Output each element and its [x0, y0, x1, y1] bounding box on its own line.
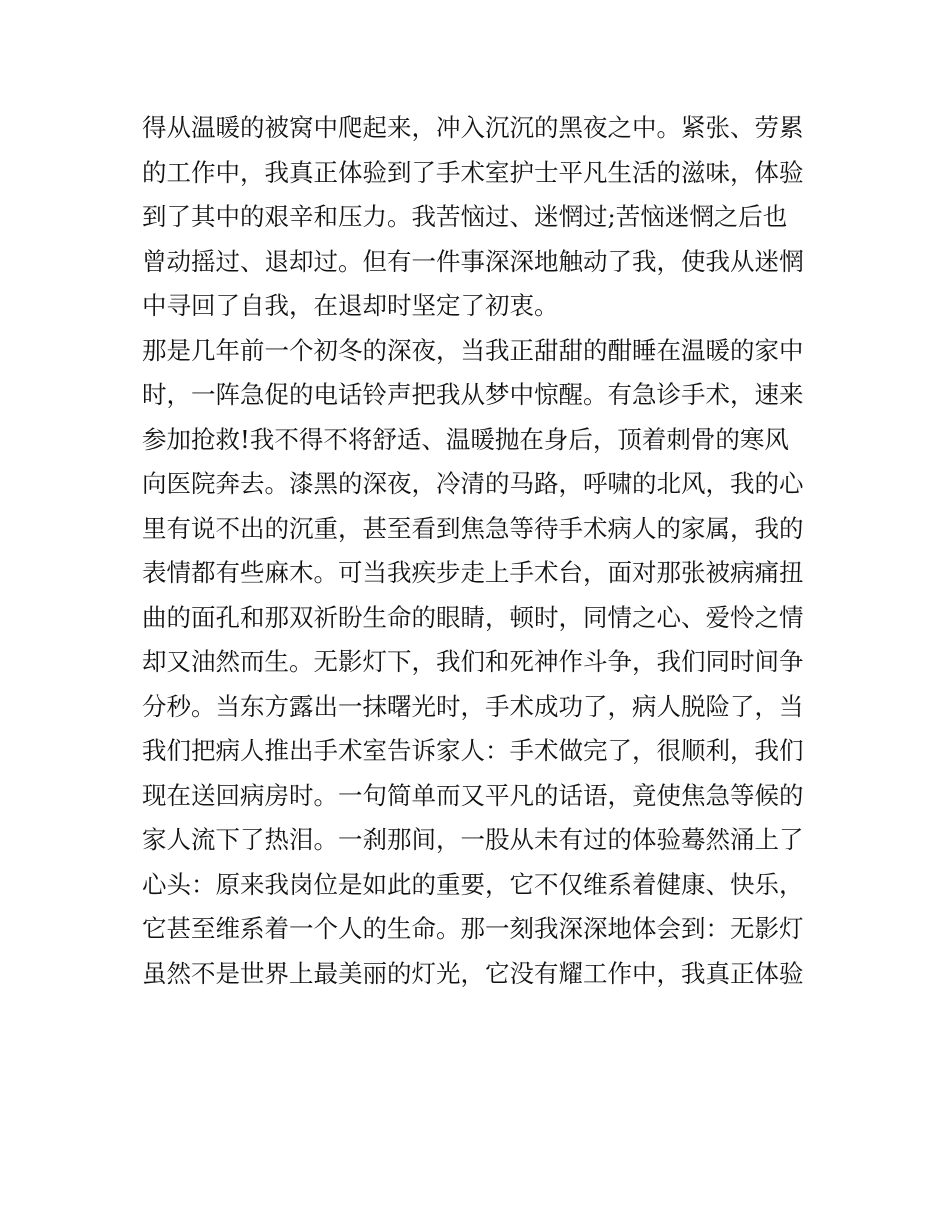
text-line: 虽然不是世界上最美丽的灯光，它没有耀工作中，我真正体验 [142, 958, 804, 988]
text-line: 分秒。当东方露出一抹曙光时，手术成功了，病人脱险了，当 [142, 691, 804, 721]
text-line: 中寻回了自我，在退却时坚定了初衷。 [142, 291, 559, 320]
text-line: 那是几年前一个初冬的深夜，当我正甜甜的酣睡在温暖的家中 [142, 335, 804, 365]
text-line: 家人流下了热泪。一刹那间，一股从未有过的体验蓦然涌上了 [142, 825, 804, 854]
text-line: 向医院奔去。漆黑的深夜，冷清的马路，呼啸的北风，我的心 [142, 469, 804, 498]
text-line: 它甚至维系着一个人的生命。那一刻我深深地体会到：无影灯 [142, 914, 804, 943]
text-line: 曾动摇过、退却过。但有一件事深深地触动了我，使我从迷惘 [142, 246, 804, 276]
text-line: 我们把病人推出手术室告诉家人：手术做完了，很顺利，我们 [142, 736, 804, 765]
text-line: 曲的面孔和那双祈盼生命的眼睛，顿时，同情之心、爱怜之情 [142, 602, 804, 632]
text-line: 却又油然而生。无影灯下，我们和死神作斗争，我们同时间争 [142, 647, 804, 676]
text-line: 参加抢救!我不得不将舒适、温暖抛在身后，顶着刺骨的寒风 [142, 424, 789, 454]
text-line: 心头：原来我岗位是如此的重要，它不仅维系着健康、快乐， [142, 869, 804, 899]
text-line: 里有说不出的沉重，甚至看到焦急等待手术病人的家属，我的 [142, 513, 804, 543]
text-line: 的工作中，我真正体验到了手术室护士平凡生活的滋味，体验 [142, 157, 804, 187]
text-line: 到了其中的艰辛和压力。我苦恼过、迷惘过;苦恼迷惘之后也 [142, 202, 788, 231]
text-line: 得从温暖的被窝中爬起来，冲入沉沉的黑夜之中。紧张、劳累 [142, 113, 804, 142]
text-line: 时，一阵急促的电话铃声把我从梦中惊醒。有急诊手术，速来 [142, 380, 804, 409]
text-line: 现在送回病房时。一句简单而又平凡的话语，竟使焦急等候的 [142, 780, 804, 810]
body-text [142, 106, 822, 996]
text-line: 表情都有些麻木。可当我疾步走上手术台，面对那张被病痛扭 [142, 558, 804, 587]
